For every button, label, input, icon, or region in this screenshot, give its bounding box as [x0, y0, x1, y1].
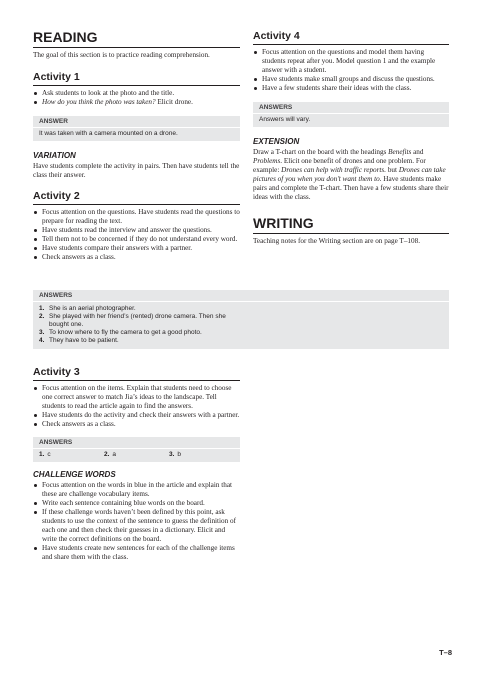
activity3-title: Activity 3 [33, 366, 240, 381]
activity4-title: Activity 4 [253, 30, 449, 45]
lower-left-column [33, 366, 240, 562]
answer-text: Answers will vary. [259, 116, 311, 123]
list-item: Check answers as a class. [33, 420, 240, 429]
activity2-list [33, 208, 240, 262]
answer-label: ANSWER [33, 116, 240, 128]
activity2-answer-box [33, 290, 449, 349]
list-item: 1. c [39, 451, 51, 458]
list-item: Focus attention on the items. Explain that students need to choose one correct answer to match Jia’s ideas to the landscape. Tell students to read the article again to find the answers. [33, 384, 240, 411]
list-item: Have students read the interview and answer the questions. [33, 226, 240, 235]
extension-title: EXTENSION [253, 137, 300, 146]
activity4-answer-box [253, 102, 449, 127]
activity3-answer-box [33, 437, 240, 462]
extension-text: Draw a T-chart on the board with the headings Benefits and Problems. Elicit one benefit of drones and one problem. For example: Drones can help with traffic reports. but Drones can take pictures of you when you don’t want them to. Have students make pairs and complete the T-chart. Then have a few students share their ideas with the class. [253, 148, 449, 201]
list-item: Have students create new sentences for each of the challenge items and share them with the class. [33, 544, 240, 562]
activity3-list [33, 384, 240, 429]
answers-label: ANSWERS [33, 437, 240, 449]
answers-label: ANSWERS [253, 102, 449, 114]
list-item: Write each sentence containing blue words on the board. [33, 499, 240, 508]
list-item: Have a few students share their ideas with the class. [253, 84, 449, 93]
list-item: Have students do the activity and check their answers with a partner. [33, 411, 240, 420]
list-item: Focus attention on the words in blue in the article and explain that these are challenge vocabulary items. [33, 481, 240, 499]
activity1-answer-box [33, 116, 240, 141]
list-item: Focus attention on the questions. Have students read the questions to prepare for reading the text. [33, 208, 240, 226]
list-item: How do you think the photo was taken? Elicit drone. [33, 98, 240, 107]
list-item: Have students make small groups and discuss the questions. [253, 75, 449, 84]
list-item: 3. To know where to fly the camera to get a good photo. [39, 329, 202, 336]
list-item: Tell them not to be concerned if they do not understand every word. [33, 235, 240, 244]
list-item: 2. She played with her friend’s (rented) drone camera. Then she bought one. [39, 313, 226, 328]
reading-title: READING [33, 30, 240, 48]
list-item: If these challenge words haven’t been defined by this point, ask students to use the context of the sentence to guess the definition of each one and then check their guesses in a dictionary. Elicit and write the correct definitions on the board. [33, 508, 240, 544]
challenge-title: CHALLENGE WORDS [33, 470, 116, 479]
writing-title: WRITING [253, 216, 449, 234]
list-item: 4. They have to be patient. [39, 337, 119, 344]
activity1-title: Activity 1 [33, 71, 240, 86]
right-column [253, 30, 449, 246]
answer-text: It was taken with a camera mounted on a drone. [39, 130, 178, 137]
answers-label: ANSWERS [33, 290, 449, 302]
list-item: 1. She is an aerial photographer. [39, 305, 136, 312]
activity4-list [253, 48, 449, 93]
left-column [33, 30, 240, 271]
answers-list [33, 449, 240, 462]
list-item: Ask students to look at the photo and the title. [33, 89, 240, 98]
challenge-list [33, 481, 240, 562]
variation-text: Have students complete the activity in pairs. Then have students tell the class their answer. [33, 162, 240, 179]
writing-text: Teaching notes for the Writing section are on page T–108. [253, 237, 420, 245]
reading-intro: The goal of this section is to practice reading comprehension. [33, 51, 210, 59]
list-item: Check answers as a class. [33, 253, 240, 262]
list-item: 2. a [104, 451, 117, 458]
variation-title: VARIATION [33, 151, 76, 160]
activity2-title: Activity 2 [33, 190, 240, 205]
list-item: Have students compare their answers with a partner. [33, 244, 240, 253]
activity1-list [33, 89, 240, 107]
answers-list [39, 305, 239, 345]
list-item: Focus attention on the questions and model them having students repeat after you. Model question 1 and the example answer with a student. [253, 48, 449, 75]
page-number: T–8 [439, 648, 452, 657]
list-item: 3. b [169, 451, 182, 458]
